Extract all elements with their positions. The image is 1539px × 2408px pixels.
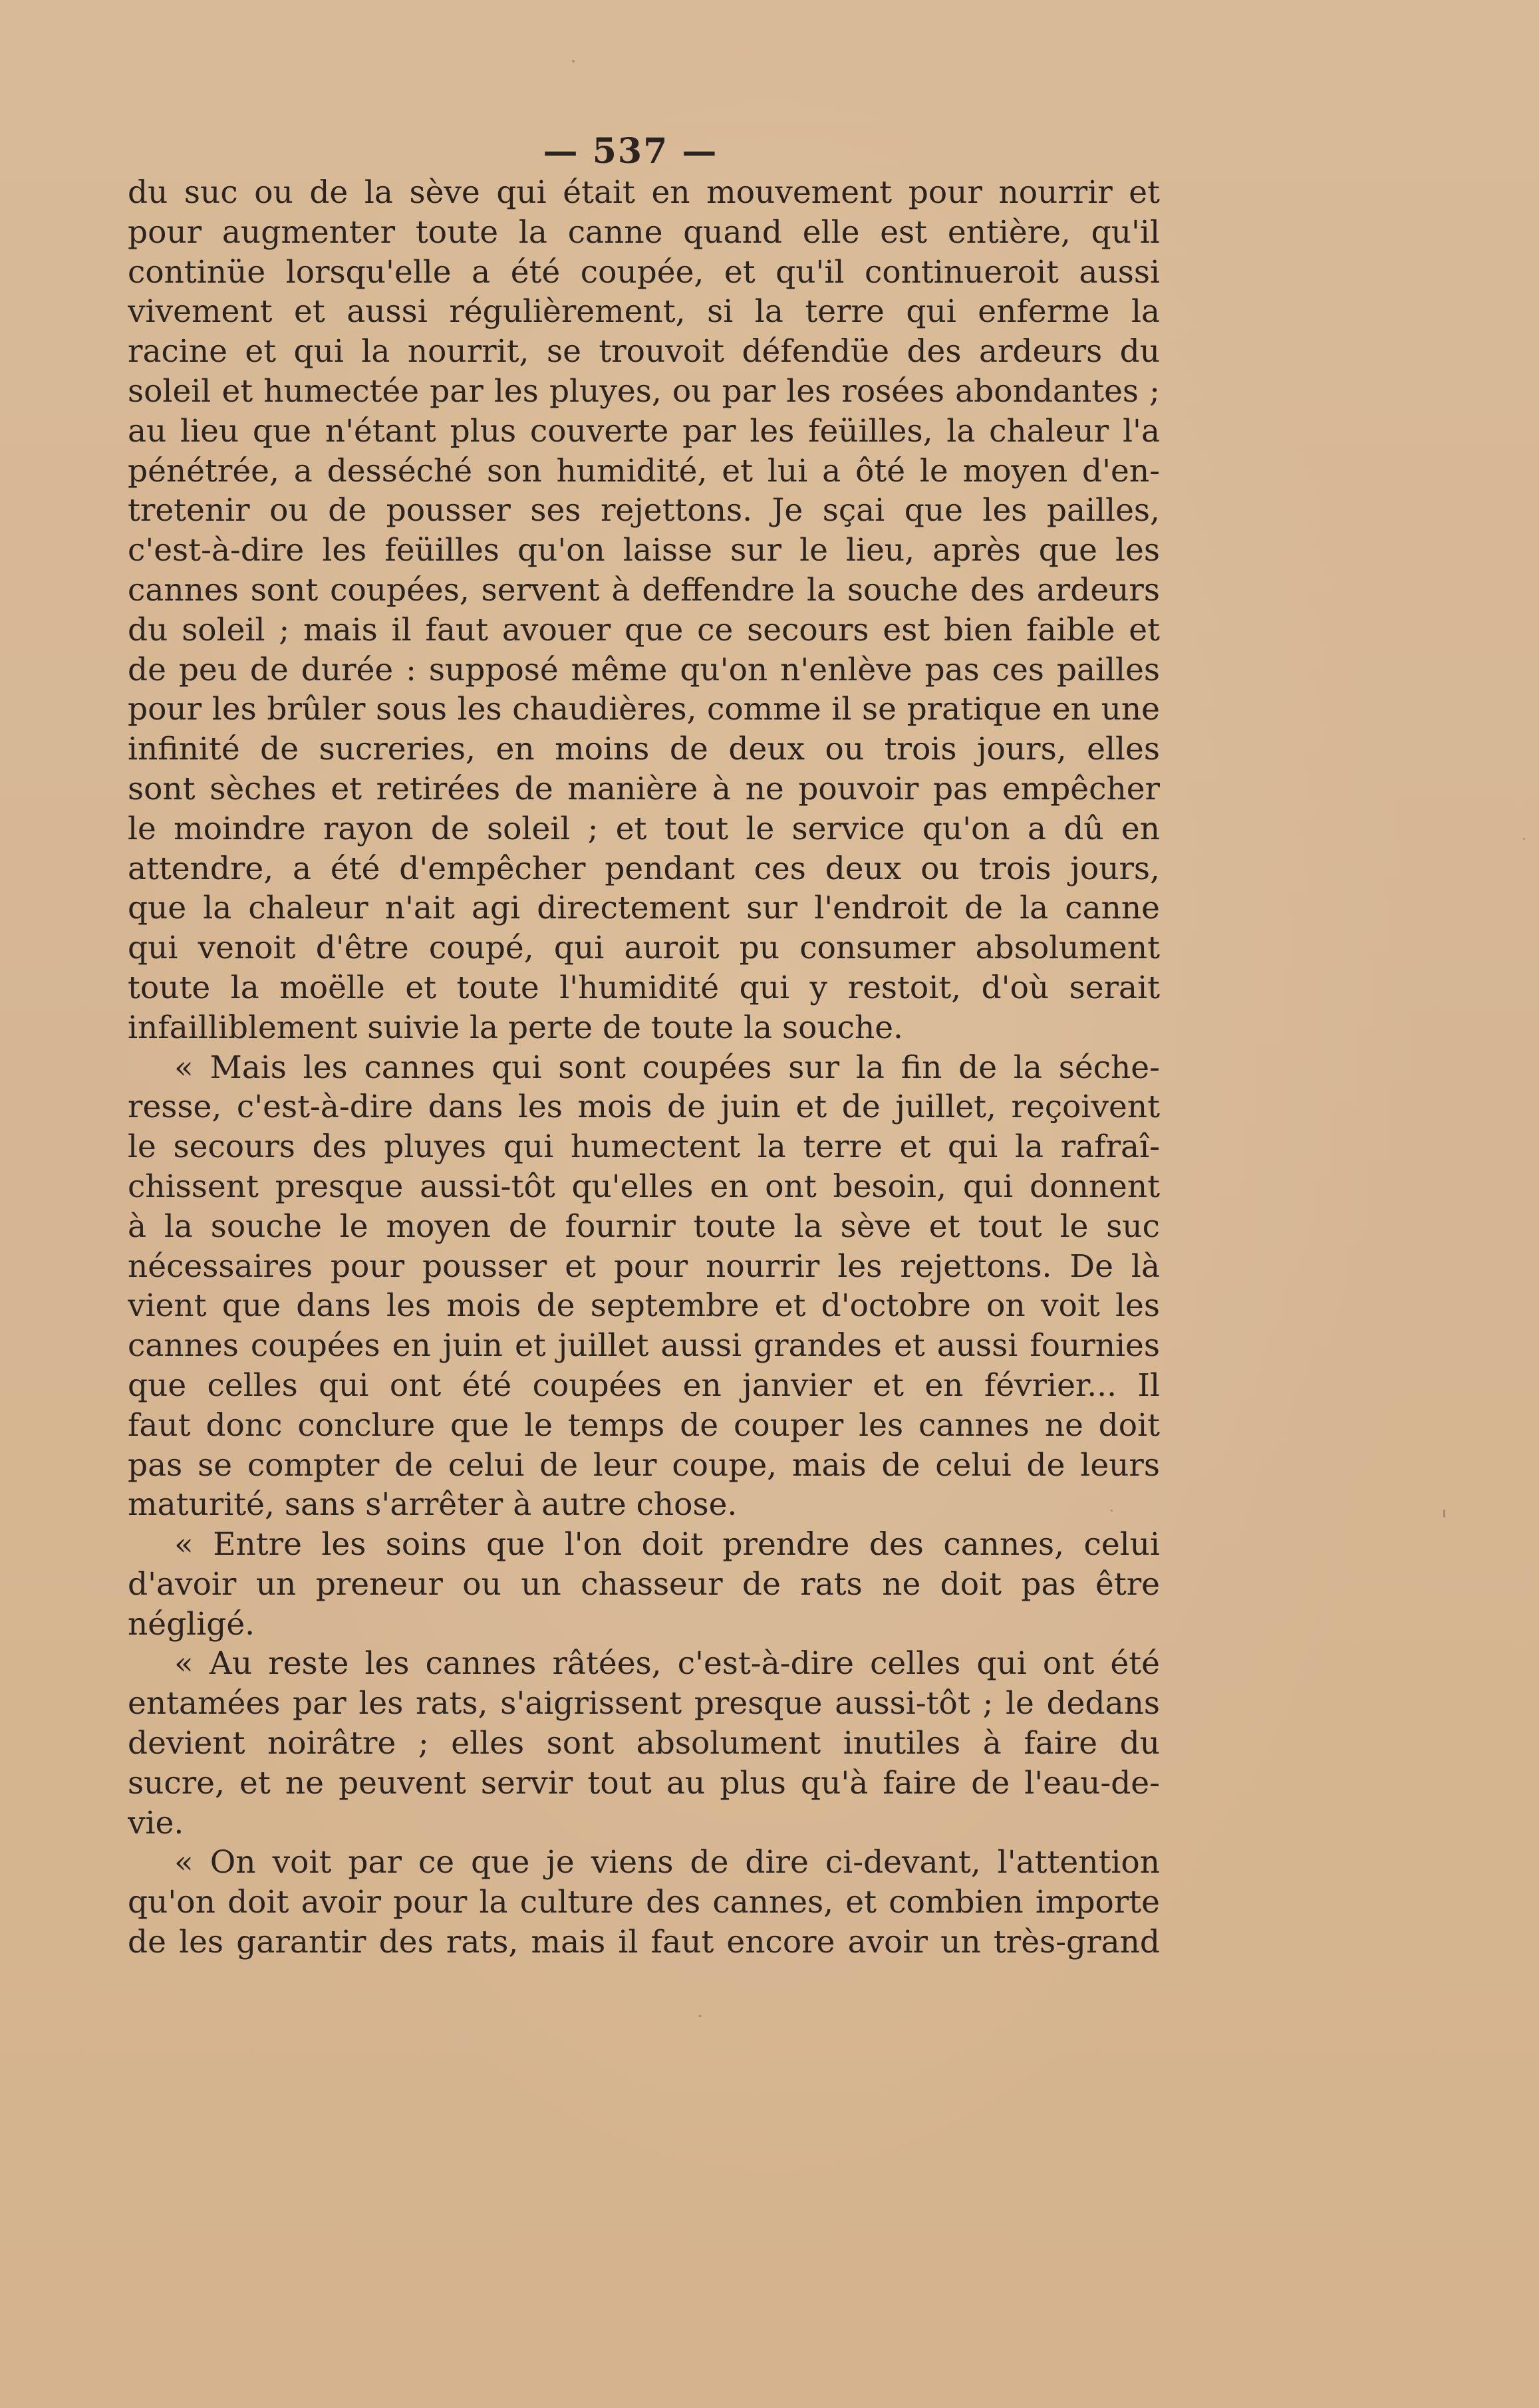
text-line: nécessaires pour pousser et pour nourrir les rejettons. De là [128,1248,1160,1285]
text-line: « On voit par ce que je viens de dire ci-devant, l'attention [174,1844,1160,1881]
text-line: chissent presque aussi-tôt qu'elles en ont besoin, qui donnent [128,1168,1160,1205]
text-line: « Mais les cannes qui sont coupées sur la fin de la séche- [174,1049,1160,1086]
text-line: à la souche le moyen de fournir toute la sève et tout le suc [128,1208,1160,1245]
text-line: que celles qui ont été coupées en janvier et en février... Il [128,1367,1160,1404]
text-line: pas se compter de celui de leur coupe, mais de celui de leurs [128,1446,1160,1484]
page-number: — 537 — [543,131,718,172]
text-line: vivement et aussi régulièrement, si la terre qui enferme la [128,293,1160,331]
text-line: que la chaleur n'ait agi directement sur l'endroit de la canne [128,890,1160,927]
text-line: pénétrée, a desséché son humidité, et lui a ôté le moyen d'en- [128,452,1160,489]
text-line: toute la moëlle et toute l'humidité qui y restoit, d'où serait [128,969,1160,1006]
text-line: « Entre les soins que l'on doit prendre des cannes, celui [174,1526,1160,1563]
text-line: pour augmenter toute la canne quand elle est entière, qu'il [128,213,1160,251]
text-line: vie. [128,1804,184,1841]
text-line: sont sèches et retirées de manière à ne pouvoir pas empêcher [128,770,1160,807]
text-line: infailliblement suivie la perte de toute la souche. [128,1009,903,1046]
text-line: du suc ou de la sève qui était en mouvement pour nourrir et [128,174,1160,211]
text-line: qui venoit d'être coupé, qui auroit pu consumer absolument [128,930,1160,967]
text-line: qu'on doit avoir pour la culture des cannes, et combien importe [128,1884,1160,1921]
text-line: le secours des pluyes qui humectent la terre et qui la rafraî- [128,1129,1160,1166]
text-line: du soleil ; mais il faut avouer que ce secours est bien faible et [128,611,1160,648]
text-line: « Au reste les cannes râtées, c'est-à-dire celles qui ont été [174,1645,1160,1682]
text-line: faut donc conclure que le temps de couper les cannes ne doit [128,1406,1160,1444]
body-text [128,173,1160,1962]
text-line: continüe lorsqu'elle a été coupée, et qu'il continueroit aussi [128,253,1160,291]
text-line: au lieu que n'étant plus couverte par les feüilles, la chaleur l'a [128,412,1160,450]
text-line: cannes sont coupées, servent à deffendre la souche des ardeurs [128,571,1160,608]
text-line: d'avoir un preneur ou un chasseur de rats ne doit pas être [128,1565,1160,1603]
text-line: négligé. [128,1605,255,1643]
paper-speck [1443,1510,1445,1518]
text-line: c'est-à-dire les feüilles qu'on laisse sur le lieu, après que les [128,532,1160,569]
text-line: tretenir ou de pousser ses rejettons. Je sçai que les pailles, [128,492,1160,529]
text-block [128,133,1160,1962]
paper-speck [698,2015,702,2017]
text-line: cannes coupées en juin et juillet aussi grandes et aussi fournies [128,1327,1160,1365]
text-line: vient que dans les mois de septembre et d'octobre on voit les [128,1287,1160,1325]
text-line: de les garantir des rats, mais il faut encore avoir un très-grand [128,1924,1160,1961]
text-line: entamées par les rats, s'aigrissent presque aussi-tôt ; le dedans [128,1685,1160,1722]
text-line: resse, c'est-à-dire dans les mois de juin et de juillet, reçoivent [128,1089,1160,1126]
text-line: infinité de sucreries, en moins de deux ou trois jours, elles [128,731,1160,768]
text-line: attendre, a été d'empêcher pendant ces deux ou trois jours, [128,850,1160,887]
text-line: sucre, et ne peuvent servir tout au plus qu'à faire de l'eau-de- [128,1764,1160,1802]
text-line: maturité, sans s'arrêter à autre chose. [128,1486,738,1524]
text-line: racine et qui la nourrit, se trouvoit défendüe des ardeurs du [128,333,1160,370]
text-line: soleil et humectée par les pluyes, ou par les rosées abondantes ; [128,372,1160,410]
paper-speck [1523,838,1525,840]
paper-speck [572,60,575,63]
text-line: de peu de durée : supposé même qu'on n'enlève pas ces pailles [128,651,1160,688]
text-line: le moindre rayon de soleil ; et tout le service qu'on a dû en [128,810,1160,847]
text-line: pour les brûler sous les chaudières, comme il se pratique en une [128,691,1160,728]
text-line: devient noirâtre ; elles sont absolument inutiles à faire du [128,1725,1160,1762]
